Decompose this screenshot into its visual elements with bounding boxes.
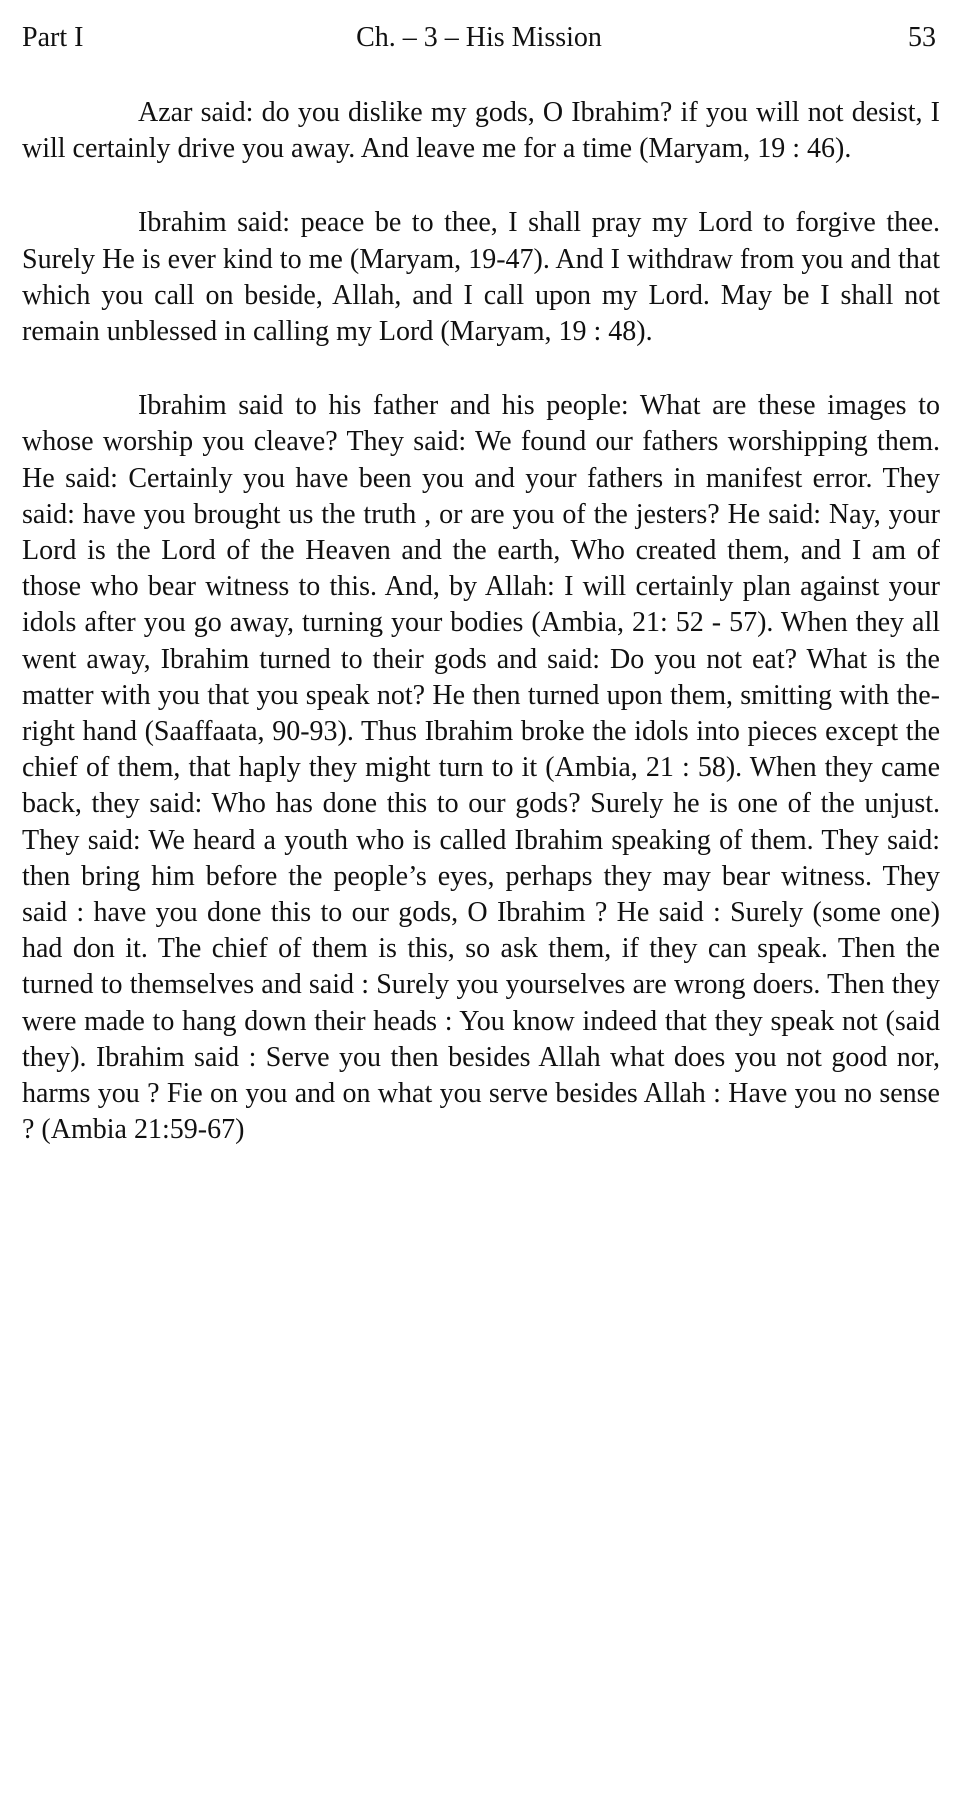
- paragraph-azar-threat: Azar said: do you dislike my gods, O Ibrahim? if you will not desist, I will certainly drive you away. And leave me for a time (Maryam, 19 : 46).: [22, 97, 940, 165]
- page-number: 53: [908, 22, 936, 53]
- paragraph-idols-story: Ibrahim said to his father and his people: What are these images to whose worship you cleave? They said: We found our fathers worshipping them. He said: Certainly you have been you and your fathers in manifest error. They said: have you brought us the truth , or are you of the jesters? He said: Nay, your Lord is the Lord of the Heaven and the earth, Who created them, and I am of those who bear witness to this. And, by Allah: I will certainly plan against your idols after you go away, turning your bodies (Ambia, 21: 52 - 57). When they all went away, Ibrahim turned to their gods and said: Do you not eat? What is the matter with you that you speak not? He then turned upon them, smitting with the-right hand (Saaffaata, 90-93). Thus Ibrahim broke the idols into pieces except the chief of them, that haply they might turn to it (Ambia, 21 : 58). When they came back, they said: Who has done this to our gods? Surely he is one of the unjust. They said: We heard a youth who is called Ibrahim speaking of them. They said: then bring him before the people’s eyes, perhaps they may bear witness. They said : have you done this to our gods, O Ibrahim ? He said : Surely (some one) had don it. The chief of them is this, so ask them, if they can speak. Then the turned to themselves and said : Surely you yourselves are wrong doers. Then they were made to hang down their heads : You know indeed that they speak not (said they). Ibrahim said : Serve you then besides Allah what does you not good nor, harms you ? Fie on you and on what you serve besides Allah : Have you no sense ? (Ambia 21:59-67): [22, 390, 940, 1146]
- running-header: [22, 18, 936, 58]
- chapter-title: Ch. – 3 – His Mission: [356, 22, 602, 53]
- paragraph-ibrahim-reply: Ibrahim said: peace be to thee, I shall pray my Lord to forgive thee. Surely He is ever kind to me (Maryam, 19-47). And I withdraw from you and that which you call on beside, Allah, and I call upon my Lord. May be I shall not remain unblessed in calling my Lord (Maryam, 19 : 48).: [22, 207, 940, 348]
- part-label: Part I: [22, 22, 84, 53]
- body-text: [22, 95, 940, 1186]
